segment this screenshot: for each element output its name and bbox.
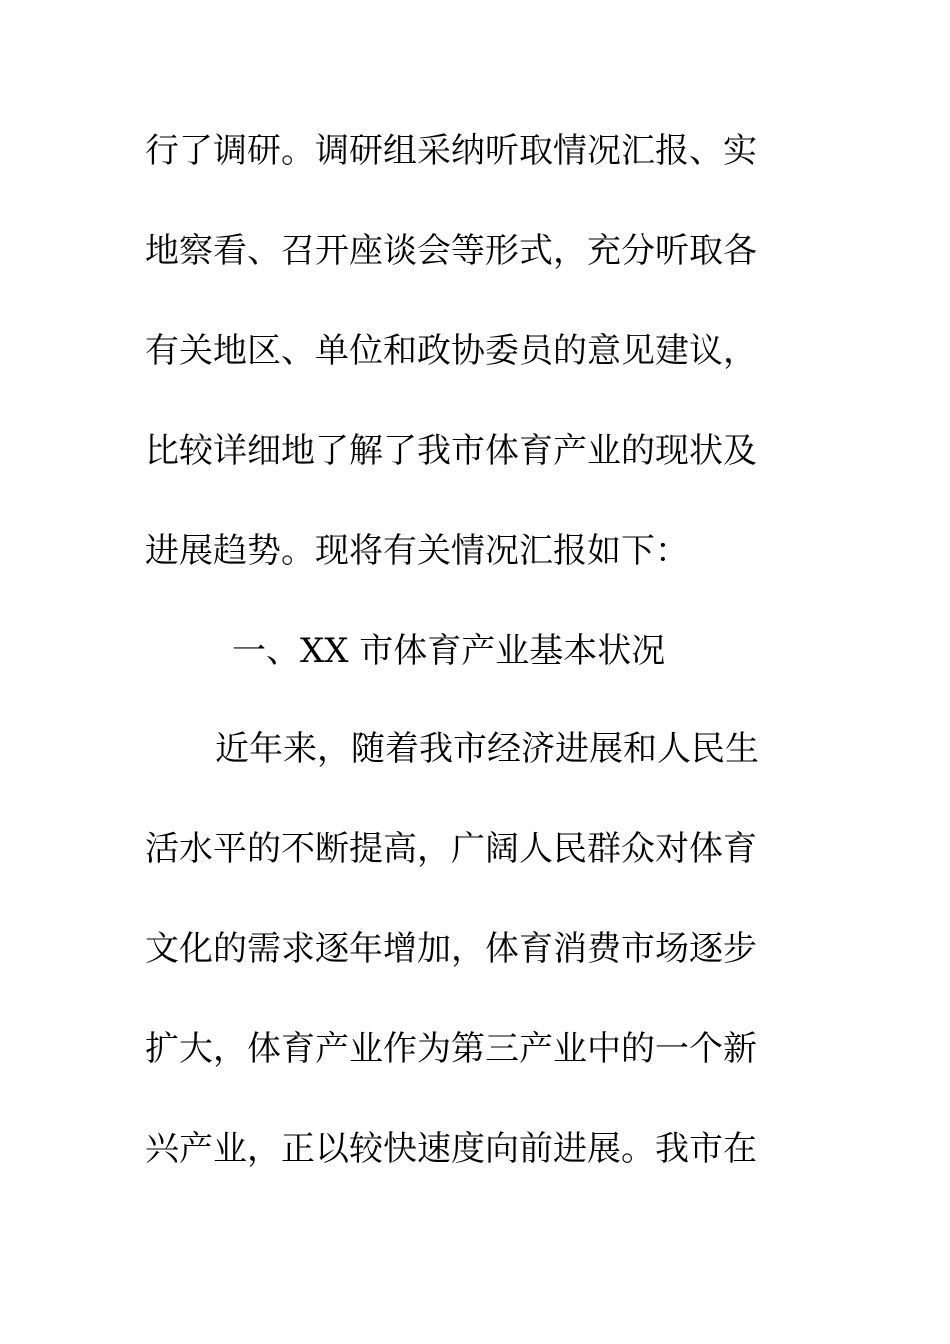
paragraph-line: 有关地区、单位和政协委员的意见建议，: [145, 331, 757, 371]
paragraph-line: 近年来，随着我市经济进展和人民生: [215, 729, 759, 769]
paragraph-line: 文化的需求逐年增加，体育消费市场逐步: [145, 929, 757, 969]
paragraph-line: 活水平的不断提高，广阔人民群众对体育: [145, 829, 757, 869]
paragraph-line: 比较详细地了解了我市体育产业的现状及: [145, 431, 757, 471]
paragraph-line: 兴产业，正以较快速度向前进展。我市在: [145, 1129, 757, 1169]
paragraph-line: 进展趋势。现将有关情况汇报如下：: [145, 531, 689, 571]
paragraph-line: 地察看、召开座谈会等形式，充分听取各: [145, 231, 757, 271]
section-heading: 一、XX 市体育产业基本状况: [232, 631, 666, 671]
paragraph-line: 行了调研。调研组采纳听取情况汇报、实: [145, 131, 757, 171]
paragraph-line: 扩大，体育产业作为第三产业中的一个新: [145, 1029, 757, 1069]
